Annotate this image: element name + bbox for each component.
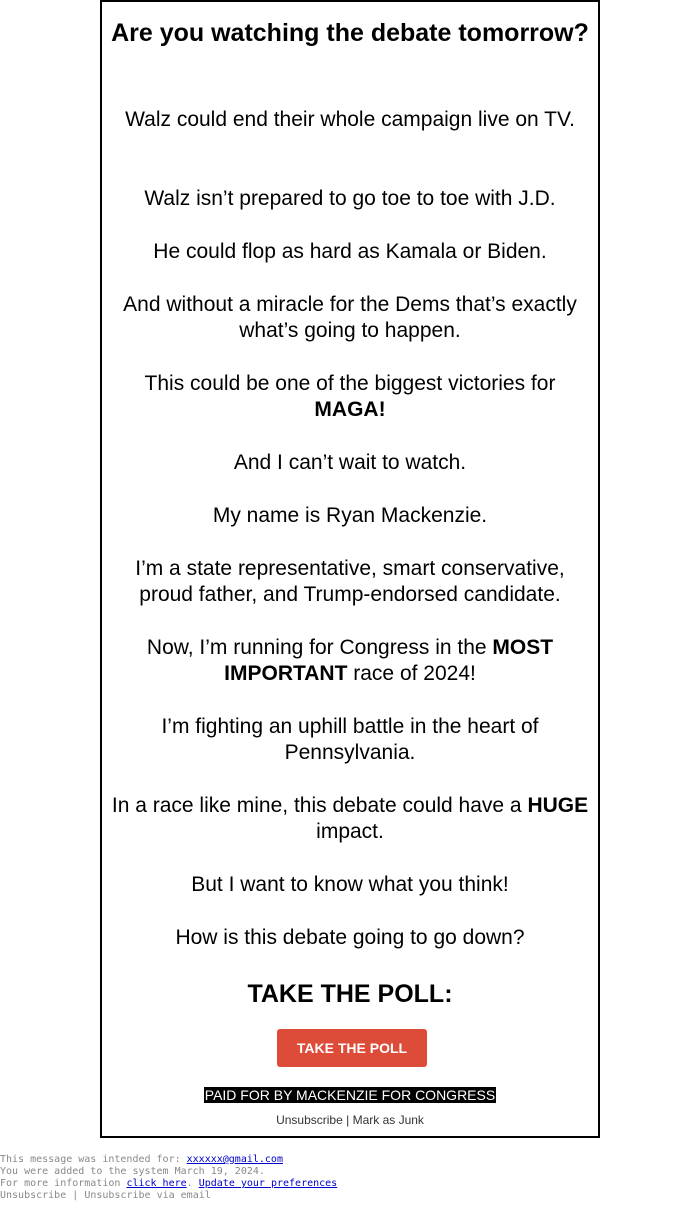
footer-text: For more information — [0, 1178, 127, 1189]
paragraph-text: In a race like mine, this debate could have a — [111, 794, 528, 817]
paragraph: Walz could end their whole campaign live on TV. — [125, 108, 575, 131]
added-line: You were added to the system March 19, 2024. — [0, 1166, 265, 1177]
email-headline: Are you watching the debate tomorrow? — [111, 19, 589, 47]
paid-for-text: PAID FOR BY MACKENZIE FOR CONGRESS — [204, 1087, 496, 1103]
separator: | — [72, 1190, 79, 1201]
take-poll-button[interactable]: TAKE THE POLL — [277, 1029, 427, 1067]
paragraph — [110, 371, 590, 423]
footer-text: This message was intended for: — [0, 1154, 187, 1165]
separator: | — [346, 1113, 350, 1127]
paragraph: I’m fighting an uphill battle in the heart of Pennsylvania. — [161, 715, 539, 764]
paragraph: My name is Ryan Mackenzie. — [212, 504, 488, 527]
email-card — [100, 0, 600, 1138]
paragraph-text: Now, I’m running for Congress in the — [146, 636, 493, 659]
intended-email-link[interactable]: xxxxxx@gmail.com — [186, 1154, 283, 1165]
bold-emphasis: HUGE — [527, 794, 589, 817]
paragraph: He could flop as hard as Kamala or Biden. — [153, 240, 547, 263]
paragraph: And I can’t wait to watch. — [233, 451, 467, 474]
intended-line — [0, 1154, 700, 1166]
paragraph: And without a miracle for the Dems that’s exactly what’s going to happen. — [123, 293, 577, 342]
paragraph: How is this debate going to go down? — [175, 926, 525, 949]
paragraph-text: race of 2024! — [347, 662, 476, 685]
unsubscribe-link[interactable]: Unsubscribe — [276, 1113, 343, 1127]
footer-text: . — [186, 1178, 193, 1189]
footer-unsubscribe-link[interactable]: Unsubscribe — [0, 1190, 67, 1201]
bold-emphasis: MAGA! — [314, 398, 386, 421]
paid-for-disclaimer — [102, 1087, 598, 1104]
click-here-link[interactable]: click here — [126, 1178, 187, 1189]
paragraph — [110, 635, 590, 687]
email-footer — [0, 1154, 700, 1202]
email-links — [102, 1112, 598, 1128]
bold-emphasis: MOST IMPORTANT — [224, 636, 554, 685]
unsubscribe-via-email-link[interactable]: Unsubscribe via email — [84, 1190, 211, 1201]
unsubscribe-line — [0, 1190, 700, 1202]
paragraph — [110, 793, 590, 845]
poll-heading: TAKE THE POLL: — [247, 980, 453, 1008]
more-info-line — [0, 1178, 700, 1190]
paragraph-text: impact. — [316, 820, 384, 843]
update-preferences-link[interactable]: Update your preferences — [198, 1178, 338, 1189]
paragraph: Walz isn’t prepared to go toe to toe with J.D. — [144, 187, 556, 210]
paragraph: But I want to know what you think! — [191, 873, 509, 896]
paragraph: I’m a state representative, smart conservative, proud father, and Trump-endorsed candidate. — [135, 557, 565, 606]
mark-as-junk-link[interactable]: Mark as Junk — [352, 1113, 424, 1127]
paragraph-text: This could be one of the biggest victories for — [144, 372, 556, 395]
